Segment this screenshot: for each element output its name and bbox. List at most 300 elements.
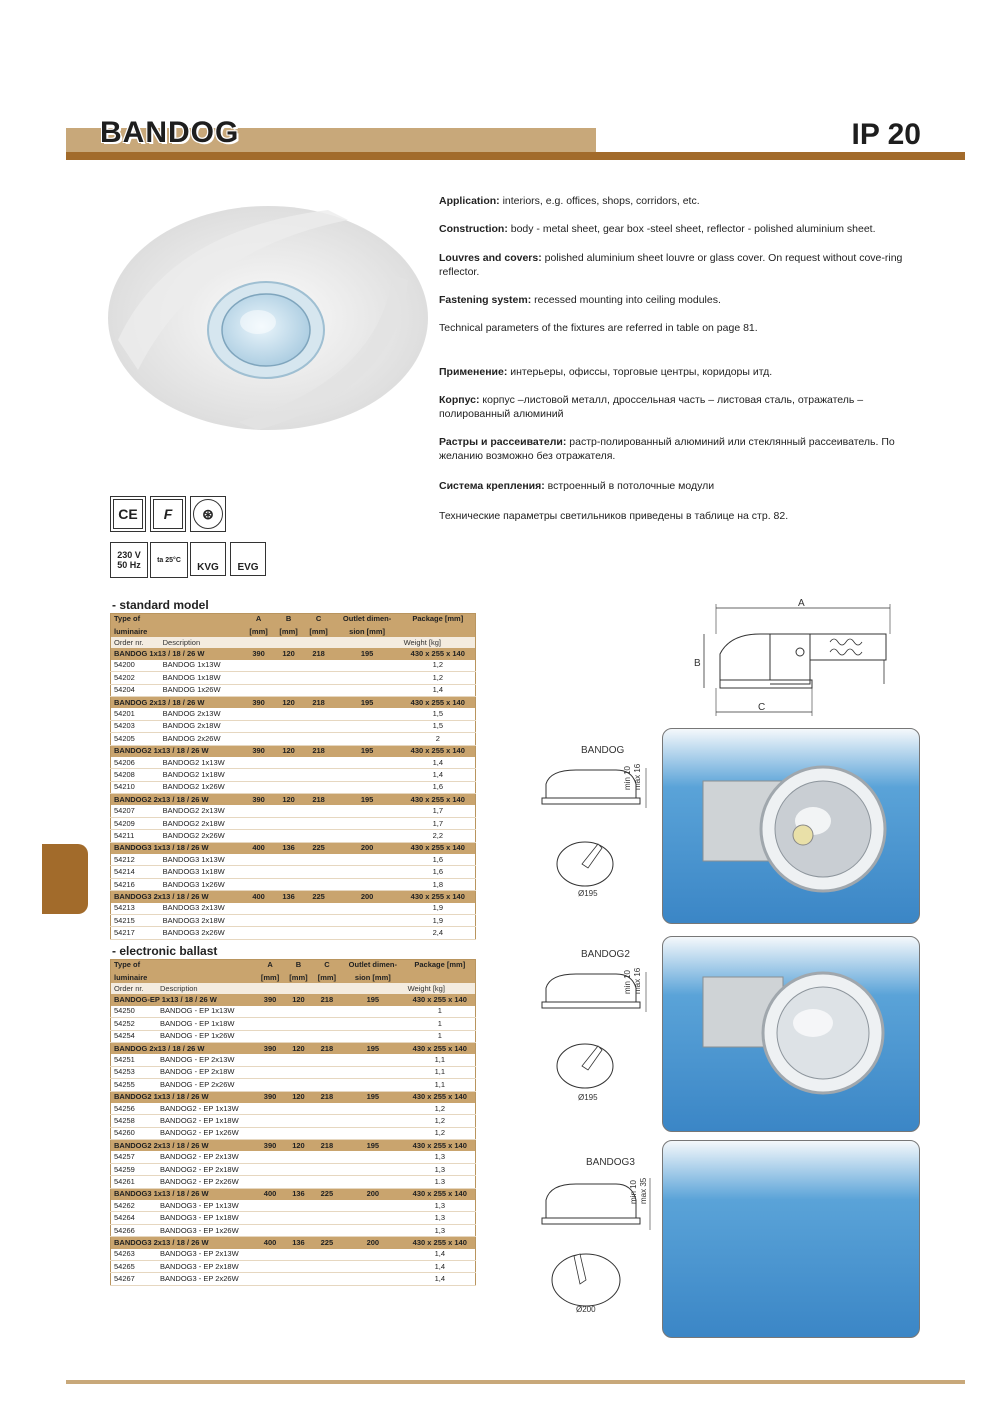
cell-empty (274, 720, 304, 732)
header-b: B (274, 614, 304, 627)
voltage-icon: 230 V 50 Hz (110, 542, 148, 578)
ru-technical-note: Технические параметры светильников приведены в таблице на стр. 82. (439, 510, 789, 522)
group-package: 430 x 255 x 140 (405, 1188, 476, 1200)
group-b: 120 (284, 1091, 312, 1103)
group-a: 400 (256, 1188, 284, 1200)
table-row (111, 1163, 476, 1175)
cell-empty (313, 1066, 341, 1078)
cell-empty (244, 805, 274, 817)
cell-empty (313, 1054, 341, 1066)
cell-empty (334, 805, 401, 817)
group-package: 430 x 255 x 140 (405, 1042, 476, 1054)
group-name: BANDOG2 2x13 / 18 / 26 W (111, 794, 244, 806)
group-package: 430 x 255 x 140 (405, 1091, 476, 1103)
order-number: 54214 (111, 866, 160, 878)
weight: 1,4 (401, 757, 476, 769)
header-spacer (341, 983, 404, 994)
header-spacer (157, 960, 256, 973)
cell-empty (284, 1224, 312, 1236)
header-a: A (256, 960, 284, 973)
weight: 1,4 (405, 1249, 476, 1261)
table-row (111, 708, 476, 720)
order-number: 54256 (111, 1103, 158, 1115)
cell-empty (304, 805, 334, 817)
table-header-row (111, 972, 476, 983)
order-number: 54267 (111, 1273, 158, 1285)
cell-empty (244, 781, 274, 793)
ru-application-text: Применение: интерьеры, офиссы, торговые центры, коридоры итд. (439, 366, 773, 378)
table-row (111, 1103, 476, 1115)
header-outlet-unit: sion [mm] (341, 972, 404, 983)
table-row (111, 1066, 476, 1078)
footer-rule (66, 1380, 965, 1384)
cell-empty (284, 1249, 312, 1261)
fastening-text: Fastening system: recessed mounting into ceiling modules. (439, 294, 721, 306)
weight: 1,8 (401, 878, 476, 890)
description: BANDOG - EP 1x18W (157, 1018, 256, 1030)
table-group-row (111, 1188, 476, 1200)
cell-empty (274, 684, 304, 696)
cell-empty (341, 1103, 404, 1115)
cell-empty (244, 914, 274, 926)
electronic-ballast-title: - electronic ballast (112, 944, 218, 958)
cell-empty (313, 1079, 341, 1091)
weight: 1,3 (405, 1163, 476, 1175)
group-c: 218 (313, 994, 341, 1005)
header-spacer (274, 637, 304, 648)
cell-empty (244, 927, 274, 939)
product-photo-panel (662, 1140, 920, 1338)
cell-empty (256, 1103, 284, 1115)
description: BANDOG2 - EP 2x18W (157, 1163, 256, 1175)
order-number: 54213 (111, 903, 160, 915)
order-number: 54209 (111, 817, 160, 829)
order-number: 54201 (111, 708, 160, 720)
group-name: BANDOG-EP 1x13 / 18 / 26 W (111, 994, 256, 1005)
table-row (111, 684, 476, 696)
cell-empty (313, 1163, 341, 1175)
group-c: 218 (304, 648, 334, 659)
group-b: 136 (274, 891, 304, 903)
cell-empty (256, 1054, 284, 1066)
cell-empty (274, 830, 304, 842)
dim-c-label: C (758, 702, 766, 713)
cell-empty (256, 1176, 284, 1188)
cell-empty (313, 1273, 341, 1285)
page-title: BANDOG (100, 116, 240, 149)
cell-empty (341, 1127, 404, 1139)
cell-empty (256, 1224, 284, 1236)
cutout-drawing (546, 1250, 626, 1318)
cell-empty (274, 817, 304, 829)
header-weight: Weight [kg] (405, 983, 476, 994)
group-b: 120 (284, 1042, 312, 1054)
table-header-row (111, 960, 476, 973)
weight: 1,4 (401, 684, 476, 696)
cell-empty (256, 1163, 284, 1175)
cell-empty (313, 1200, 341, 1212)
cell-empty (244, 757, 274, 769)
cell-empty (284, 1006, 312, 1018)
cell-empty (334, 781, 401, 793)
svg-text:min 10: min 10 (623, 969, 632, 994)
cell-empty (304, 866, 334, 878)
table-row (111, 854, 476, 866)
cell-empty (341, 1273, 404, 1285)
description: BANDOG2 - EP 1x13W (157, 1103, 256, 1115)
cell-empty (334, 720, 401, 732)
cell-empty (304, 817, 334, 829)
section-tab (42, 844, 88, 914)
electronic-ballast-table (110, 959, 476, 1286)
cell-empty (313, 1030, 341, 1042)
header-type: Type of (111, 614, 160, 627)
group-a: 400 (256, 1237, 284, 1249)
table-row (111, 1127, 476, 1139)
table-group-row (111, 891, 476, 903)
cell-empty (313, 1260, 341, 1272)
standard-model-title: - standard model (112, 598, 209, 612)
order-number: 54257 (111, 1151, 158, 1163)
cell-empty (334, 914, 401, 926)
table-row (111, 781, 476, 793)
table-header-row (111, 626, 476, 637)
group-a: 390 (244, 794, 274, 806)
cell-empty (341, 1018, 404, 1030)
description: BANDOG - EP 1x13W (157, 1006, 256, 1018)
cell-empty (256, 1212, 284, 1224)
cell-empty (341, 1224, 404, 1236)
description: BANDOG2 - EP 2x26W (157, 1176, 256, 1188)
cell-empty (274, 878, 304, 890)
weight: 1,3 (405, 1200, 476, 1212)
group-name: BANDOG2 1x13 / 18 / 26 W (111, 1091, 256, 1103)
table-row (111, 1006, 476, 1018)
table-row (111, 733, 476, 745)
cell-empty (244, 903, 274, 915)
cell-empty (313, 1127, 341, 1139)
description: BANDOG2 2x26W (160, 830, 244, 842)
cell-empty (313, 1151, 341, 1163)
order-number: 54207 (111, 805, 160, 817)
cell-empty (313, 1249, 341, 1261)
ru-louvres-text: Растры и рассеиватели: растр-полированный алюминий или стеклянный рассеиватель. По желанию возможно без отражателя. (439, 436, 895, 462)
group-c: 218 (304, 745, 334, 757)
order-number: 54202 (111, 672, 160, 684)
header-description: Description (157, 983, 256, 994)
cell-empty (341, 1249, 404, 1261)
order-number: 54211 (111, 830, 160, 842)
weight: 1,3 (405, 1151, 476, 1163)
group-package: 430 x 255 x 140 (401, 648, 476, 659)
cell-empty (244, 720, 274, 732)
cell-empty (334, 660, 401, 672)
weight: 1,6 (401, 781, 476, 793)
description: BANDOG3 - EP 1x18W (157, 1212, 256, 1224)
cell-empty (244, 866, 274, 878)
order-number: 54215 (111, 914, 160, 926)
description: BANDOG3 - EP 1x13W (157, 1200, 256, 1212)
cell-empty (244, 660, 274, 672)
weight: 1 (405, 1030, 476, 1042)
group-a: 400 (244, 891, 274, 903)
header-spacer (401, 626, 476, 637)
svg-text:max 16: max 16 (633, 763, 642, 790)
standard-model-table (110, 613, 476, 940)
cell-empty (284, 1260, 312, 1272)
cell-empty (334, 672, 401, 684)
group-outlet: 200 (341, 1188, 404, 1200)
description: BANDOG3 - EP 2x26W (157, 1273, 256, 1285)
table-group-row (111, 745, 476, 757)
f-mark-icon: F (150, 496, 186, 532)
dim-b-label: B (694, 658, 701, 669)
cell-empty (284, 1176, 312, 1188)
weight: 1,9 (401, 903, 476, 915)
order-number: 54254 (111, 1030, 158, 1042)
cell-empty (304, 708, 334, 720)
cell-empty (304, 672, 334, 684)
cell-empty (341, 1030, 404, 1042)
side-section-drawing (536, 962, 656, 1022)
weight: 2,4 (401, 927, 476, 939)
svg-text:max 35: max 35 (639, 1177, 648, 1204)
header-unit: [mm] (304, 626, 334, 637)
cell-empty (304, 781, 334, 793)
group-b: 136 (274, 842, 304, 854)
cell-empty (284, 1079, 312, 1091)
group-outlet: 195 (341, 994, 404, 1005)
table-row (111, 1212, 476, 1224)
ambient-temp-icon: ta 25°C (150, 542, 188, 578)
group-name: BANDOG2 2x13 / 18 / 26 W (111, 1140, 256, 1152)
cell-empty (274, 769, 304, 781)
header-b: B (284, 960, 312, 973)
product-photo-panel (662, 728, 920, 924)
group-package: 430 x 255 x 140 (401, 745, 476, 757)
table-row (111, 830, 476, 842)
header-spacer (160, 614, 244, 627)
header-package: Package [mm] (405, 960, 476, 973)
group-b: 136 (284, 1237, 312, 1249)
cell-empty (334, 708, 401, 720)
cell-empty (274, 927, 304, 939)
order-number: 54258 (111, 1115, 158, 1127)
cell-empty (334, 903, 401, 915)
cell-empty (244, 854, 274, 866)
application-text: Application: interiors, e.g. offices, shops, corridors, etc. (439, 195, 700, 207)
group-a: 390 (244, 696, 274, 708)
cell-empty (256, 1260, 284, 1272)
order-number: 54255 (111, 1079, 158, 1091)
group-name: BANDOG 2x13 / 18 / 26 W (111, 696, 244, 708)
table-group-row (111, 994, 476, 1005)
description: BANDOG - EP 2x26W (157, 1079, 256, 1091)
header-c: C (313, 960, 341, 973)
table-row (111, 817, 476, 829)
group-outlet: 195 (341, 1140, 404, 1152)
cell-empty (256, 1249, 284, 1261)
cell-empty (304, 720, 334, 732)
weight: 1,1 (405, 1079, 476, 1091)
order-number: 54260 (111, 1127, 158, 1139)
svg-text:max 16: max 16 (633, 967, 642, 994)
description: BANDOG - EP 2x18W (157, 1066, 256, 1078)
description: BANDOG - EP 2x13W (157, 1054, 256, 1066)
header-description: Description (160, 637, 244, 648)
description: BANDOG 1x26W (160, 684, 244, 696)
cell-empty (284, 1163, 312, 1175)
group-name: BANDOG 1x13 / 18 / 26 W (111, 648, 244, 659)
header-order: Order nr. (111, 637, 160, 648)
cell-empty (341, 1054, 404, 1066)
header-a: A (244, 614, 274, 627)
table-row (111, 720, 476, 732)
description: BANDOG3 2x13W (160, 903, 244, 915)
variant-label-bandog: BANDOG (581, 745, 625, 756)
group-b: 120 (274, 696, 304, 708)
group-a: 390 (244, 745, 274, 757)
description: BANDOG3 - EP 2x18W (157, 1260, 256, 1272)
cell-empty (341, 1066, 404, 1078)
ru-fastening-text: Система крепления: встроенный в потолочные модули (439, 480, 715, 492)
cell-empty (256, 1127, 284, 1139)
cutout-drawing (552, 1040, 622, 1104)
table-group-row (111, 1042, 476, 1054)
cell-empty (274, 866, 304, 878)
cell-empty (244, 672, 274, 684)
cell-empty (244, 684, 274, 696)
group-outlet: 195 (334, 745, 401, 757)
weight: 1 (405, 1006, 476, 1018)
cell-empty (284, 1030, 312, 1042)
cell-empty (341, 1006, 404, 1018)
table-row (111, 660, 476, 672)
group-c: 225 (313, 1188, 341, 1200)
cell-empty (274, 903, 304, 915)
order-number: 54250 (111, 1006, 158, 1018)
header-spacer (157, 972, 256, 983)
ip-rating: IP 20 (851, 118, 921, 151)
group-a: 390 (256, 1140, 284, 1152)
order-number: 54210 (111, 781, 160, 793)
dimension-drawing (690, 594, 910, 718)
cell-empty (334, 769, 401, 781)
table-group-row (111, 1237, 476, 1249)
group-package: 430 x 255 x 140 (401, 794, 476, 806)
weight: 1,7 (401, 817, 476, 829)
svg-text:Ø200: Ø200 (576, 1305, 596, 1314)
group-c: 225 (304, 842, 334, 854)
table-row (111, 1115, 476, 1127)
louvres-text: Louvres and covers: polished aluminium sheet louvre or glass cover. On request without cove-ring reflector. (439, 252, 903, 278)
group-a: 390 (256, 994, 284, 1005)
table-group-row (111, 842, 476, 854)
group-name: BANDOG3 1x13 / 18 / 26 W (111, 1188, 256, 1200)
svg-text:min 10: min 10 (629, 1179, 638, 1204)
weight: 1,4 (401, 769, 476, 781)
cell-empty (274, 733, 304, 745)
table-row (111, 1030, 476, 1042)
kvg-icon: KVG (190, 542, 226, 576)
group-outlet: 200 (334, 891, 401, 903)
header-spacer (256, 983, 284, 994)
group-c: 218 (304, 696, 334, 708)
cell-empty (334, 878, 401, 890)
cell-empty (334, 854, 401, 866)
cell-empty (256, 1030, 284, 1042)
cell-empty (284, 1018, 312, 1030)
group-package: 430 x 255 x 140 (405, 1140, 476, 1152)
cell-empty (256, 1115, 284, 1127)
group-c: 225 (313, 1237, 341, 1249)
order-number: 54262 (111, 1200, 158, 1212)
group-outlet: 195 (334, 696, 401, 708)
svg-text:Ø195: Ø195 (578, 889, 598, 898)
cell-empty (284, 1103, 312, 1115)
cell-empty (244, 733, 274, 745)
table-row (111, 1151, 476, 1163)
cell-empty (274, 660, 304, 672)
header-spacer (313, 983, 341, 994)
cell-empty (284, 1212, 312, 1224)
description: BANDOG 1x18W (160, 672, 244, 684)
group-c: 218 (313, 1091, 341, 1103)
group-outlet: 195 (341, 1042, 404, 1054)
group-name: BANDOG3 2x13 / 18 / 26 W (111, 891, 244, 903)
cell-empty (341, 1151, 404, 1163)
ce-mark-icon: CE (110, 496, 146, 532)
cell-empty (341, 1176, 404, 1188)
order-number: 54204 (111, 684, 160, 696)
description: BANDOG - EP 1x26W (157, 1030, 256, 1042)
cell-empty (284, 1273, 312, 1285)
cell-empty (284, 1200, 312, 1212)
cell-empty (274, 757, 304, 769)
group-a: 390 (256, 1042, 284, 1054)
cell-empty (304, 660, 334, 672)
description: BANDOG 1x13W (160, 660, 244, 672)
header-unit: [mm] (274, 626, 304, 637)
order-number: 54264 (111, 1212, 158, 1224)
technical-note: Technical parameters of the fixtures are referred in table on page 81. (439, 322, 758, 334)
weight: 1,2 (401, 660, 476, 672)
description: BANDOG2 - EP 1x18W (157, 1115, 256, 1127)
weight: 1,1 (405, 1066, 476, 1078)
group-b: 136 (284, 1188, 312, 1200)
cell-empty (334, 866, 401, 878)
variant-label-bandog2: BANDOG2 (581, 949, 630, 960)
header-spacer (334, 637, 401, 648)
table-row (111, 1260, 476, 1272)
table-row (111, 914, 476, 926)
order-number: 54217 (111, 927, 160, 939)
header-type: Type of (111, 960, 158, 973)
group-b: 120 (274, 794, 304, 806)
description: BANDOG2 1x13W (160, 757, 244, 769)
order-number: 54259 (111, 1163, 158, 1175)
cell-empty (304, 684, 334, 696)
description: BANDOG2 - EP 1x26W (157, 1127, 256, 1139)
cell-empty (341, 1115, 404, 1127)
weight: 1,6 (401, 854, 476, 866)
table-subheader-row (111, 637, 476, 648)
header-outlet: Outlet dimen- (341, 960, 404, 973)
description: BANDOG3 1x13W (160, 854, 244, 866)
description: BANDOG3 - EP 2x13W (157, 1249, 256, 1261)
cutout-drawing (552, 838, 622, 900)
product-photo-panel (662, 936, 920, 1132)
